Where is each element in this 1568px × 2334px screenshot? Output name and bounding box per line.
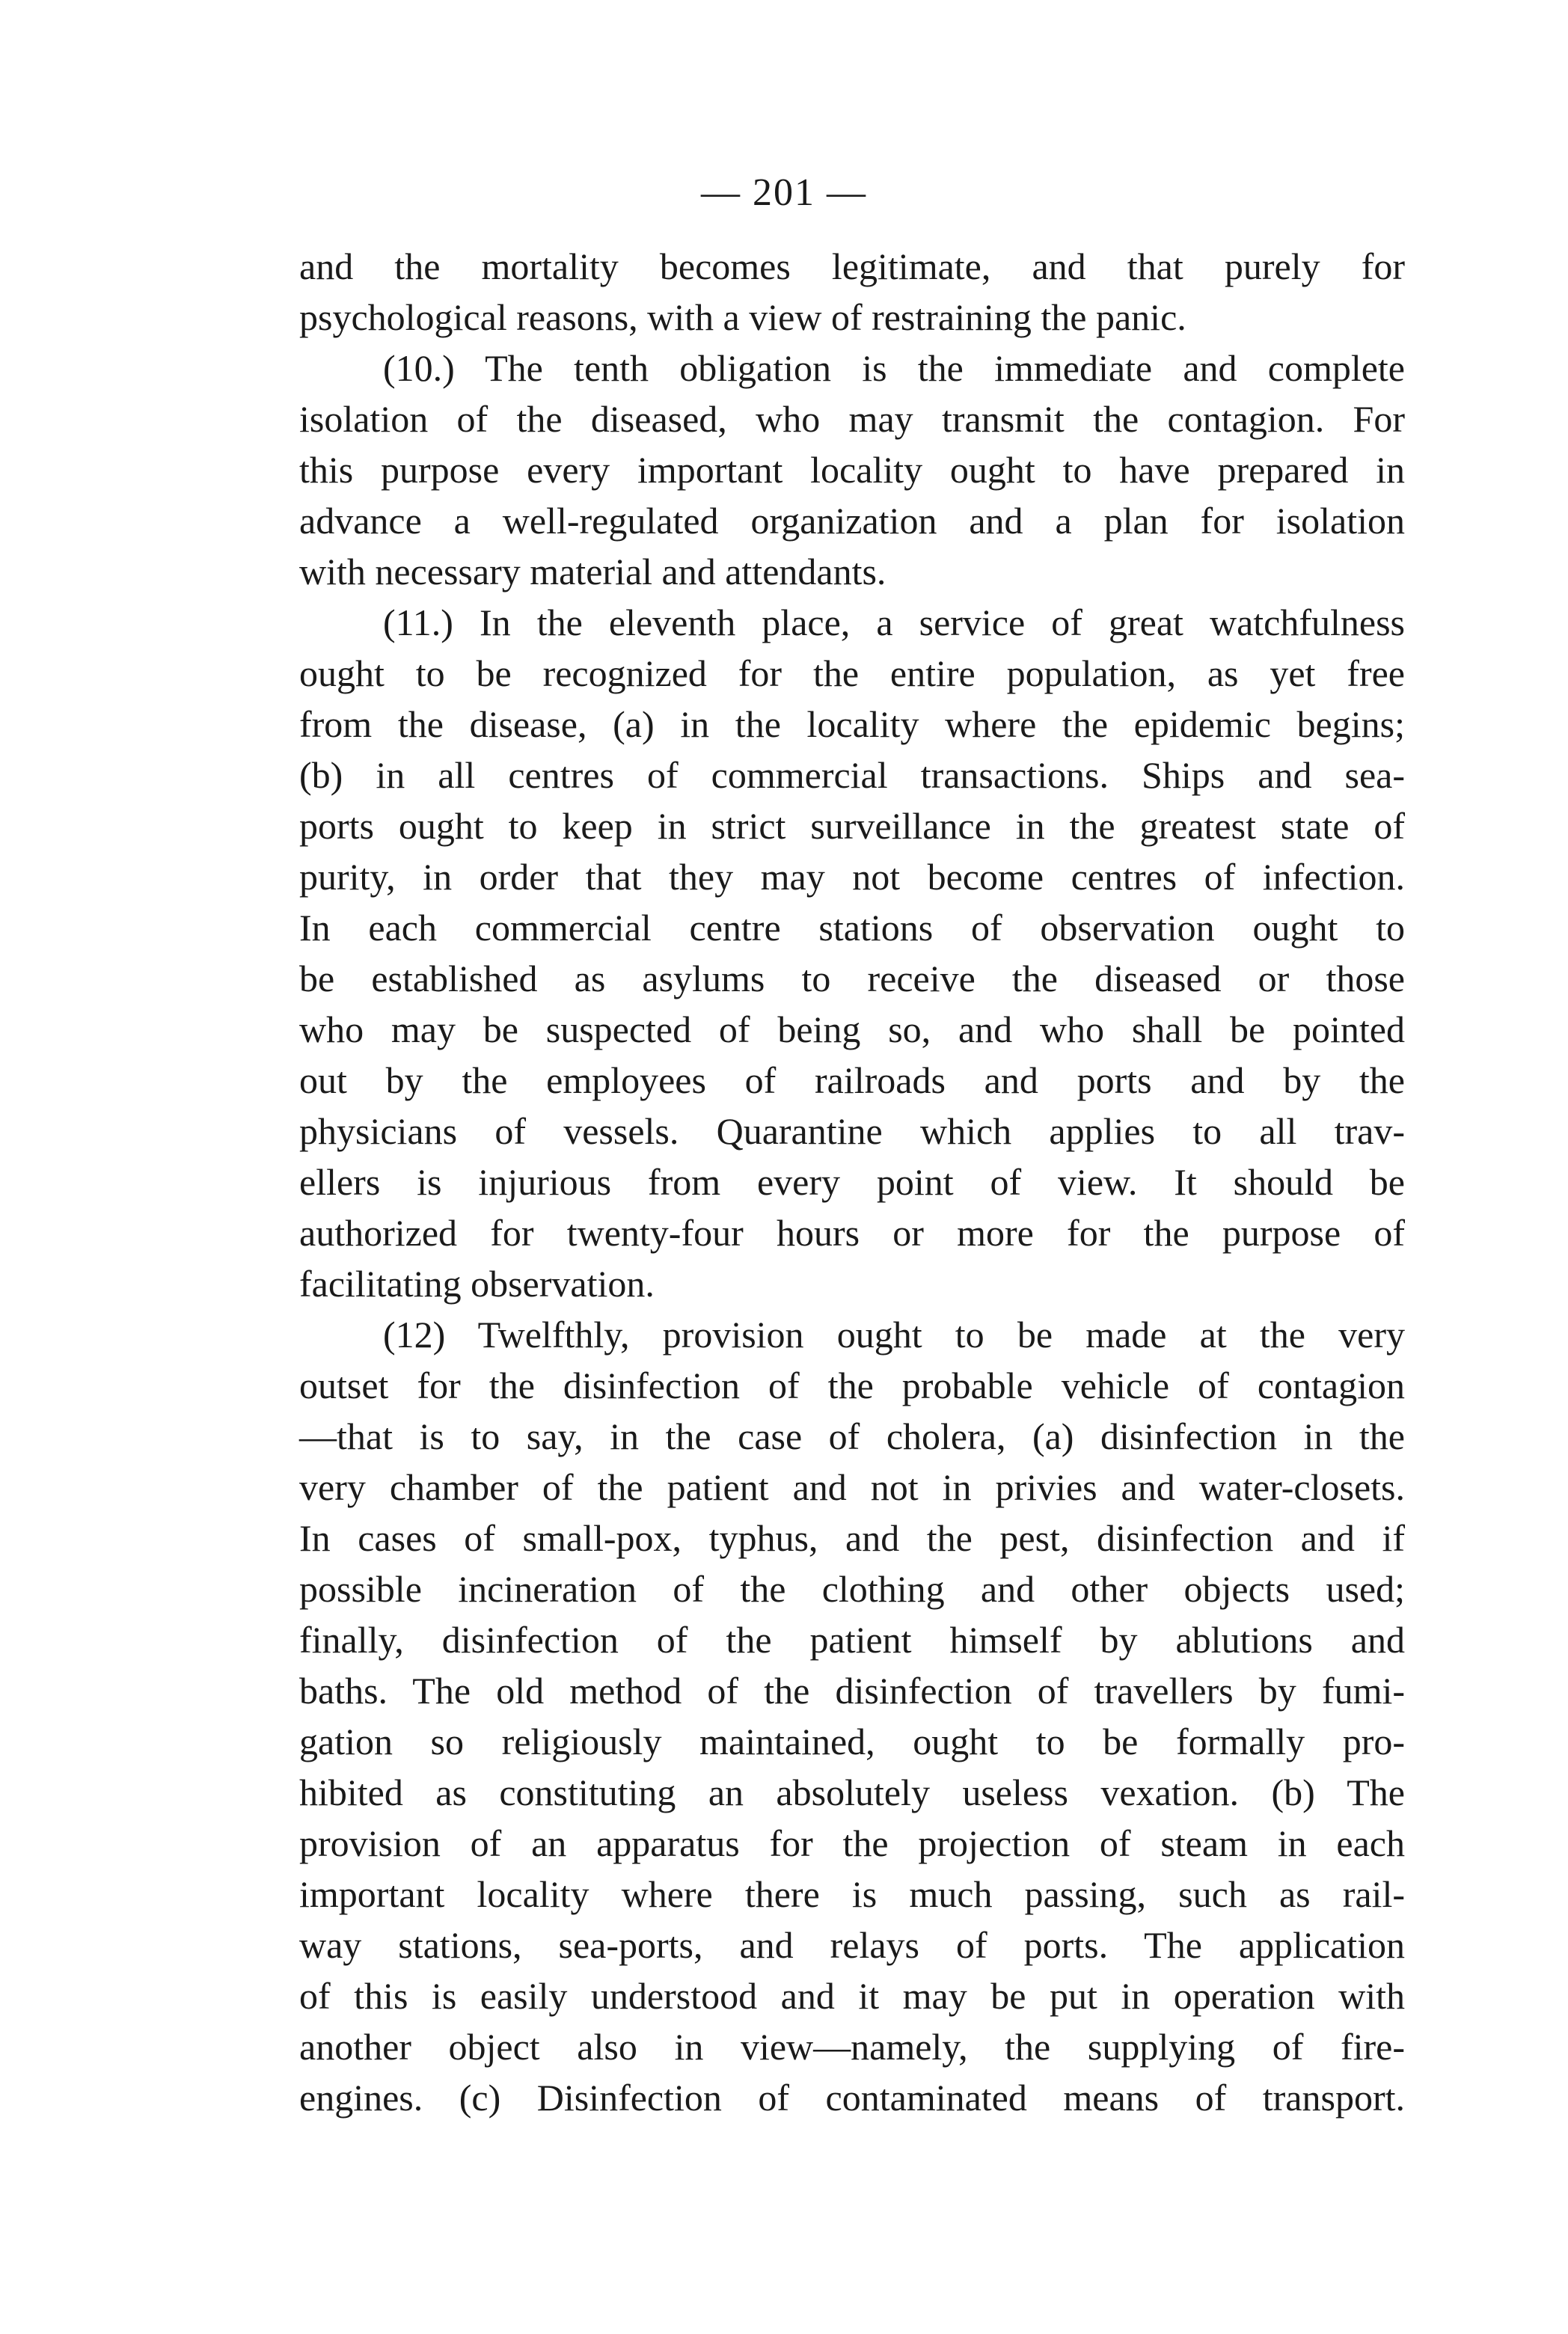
text-line: provision of an apparatus for the projection of steam in each (299, 1822, 1405, 1864)
text-line: way stations, sea-ports, and relays of ports. The application (299, 1924, 1405, 1966)
text-line: physicians of vessels. Quarantine which applies to all trav- (299, 1110, 1405, 1152)
text-line: engines. (c) Disinfection of contaminated means of transport. (299, 2077, 1405, 2119)
text-line: this purpose every important locality ought to have prepared in (299, 449, 1405, 491)
text-line: outset for the disinfection of the probable vehicle of contagion (299, 1364, 1405, 1406)
text-line: finally, disinfection of the patient himself by ablutions and (299, 1619, 1405, 1661)
text-line: (11.) In the eleventh place, a service of great watchfulness (383, 601, 1405, 643)
text-line: gation so religiously maintained, ought to be formally pro- (299, 1721, 1405, 1762)
text-line: very chamber of the patient and not in privies and water-closets. (299, 1466, 1405, 1508)
text-line: baths. The old method of the disinfection of travellers by fumi- (299, 1670, 1405, 1712)
body-text (299, 241, 1405, 2123)
text-line: —that is to say, in the case of cholera, (a) disinfection in the (299, 1415, 1405, 1457)
text-line: another object also in view—namely, the supplying of fire- (299, 2026, 1405, 2068)
text-line: In cases of small-pox, typhus, and the pest, disinfection and if (299, 1517, 1405, 1559)
text-line: authorized for twenty-four hours or more for the purpose of (299, 1212, 1405, 1254)
text-line: with necessary material and attendants. (299, 551, 886, 592)
text-line: important locality where there is much passing, such as rail- (299, 1873, 1405, 1915)
text-line: hibited as constituting an absolutely useless vexation. (b) The (299, 1771, 1405, 1813)
text-line: who may be suspected of being so, and who shall be pointed (299, 1008, 1405, 1050)
text-line: isolation of the diseased, who may transmit the contagion. For (299, 398, 1405, 440)
text-line: purity, in order that they may not become centres of infection. (299, 856, 1405, 898)
text-line: from the disease, (a) in the locality where the epidemic begins; (299, 703, 1405, 745)
text-line: (10.) The tenth obligation is the immediate and complete (383, 347, 1405, 389)
text-line: (b) in all centres of commercial transactions. Ships and sea- (299, 754, 1405, 796)
text-line: facilitating observation. (299, 1263, 655, 1305)
text-line: out by the employees of railroads and ports and by the (299, 1059, 1405, 1101)
text-line: of this is easily understood and it may be put in operation with (299, 1975, 1405, 2017)
text-line: ought to be recognized for the entire population, as yet free (299, 652, 1405, 694)
text-line: In each commercial centre stations of observation ought to (299, 907, 1405, 949)
text-line: ellers is injurious from every point of view. It should be (299, 1161, 1405, 1203)
text-line: be established as asylums to receive the diseased or those (299, 958, 1405, 999)
text-line: (12) Twelfthly, provision ought to be made at the very (383, 1314, 1405, 1356)
page-number: — 201 — (701, 171, 867, 214)
text-line: and the mortality becomes legitimate, and that purely for (299, 245, 1405, 287)
text-line: possible incineration of the clothing and other objects used; (299, 1568, 1405, 1610)
text-line: ports ought to keep in strict surveillance in the greatest state of (299, 805, 1405, 847)
text-line: advance a well-regulated organization and a plan for isolation (299, 500, 1405, 542)
text-line: psychological reasons, with a view of restraining the panic. (299, 296, 1186, 338)
